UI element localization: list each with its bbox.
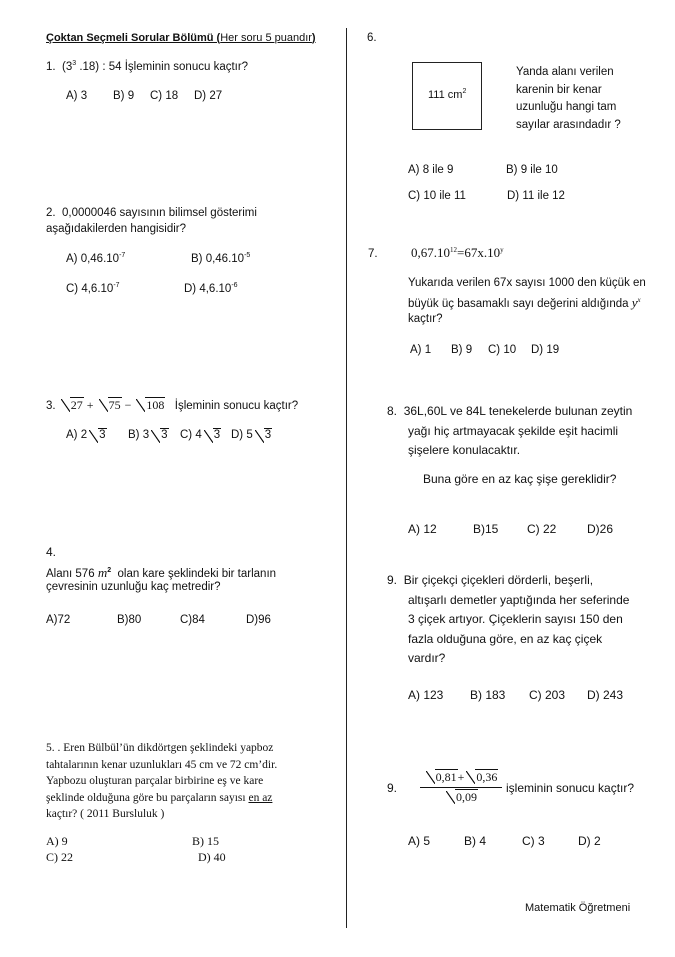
option-d[interactable]: D) 2 <box>578 834 601 848</box>
option-c[interactable]: C)84 <box>180 614 205 626</box>
option-d[interactable]: D) 27 <box>194 90 223 102</box>
area-exp: 2 <box>462 88 467 95</box>
option-a[interactable]: A) 3 <box>66 90 88 102</box>
question-number: 4. <box>46 545 57 559</box>
option-c[interactable]: C) 10 <box>488 344 517 356</box>
option-b[interactable]: B) 9 ile 10 <box>506 164 558 176</box>
q3-expression <box>59 398 169 412</box>
option-d[interactable] <box>184 283 238 295</box>
unit-m: m <box>97 565 108 580</box>
option-a-text: A) 0,46.10 <box>66 253 120 265</box>
question-6 <box>516 64 621 134</box>
question-9a-line <box>387 571 629 591</box>
area-text: 111 cm <box>428 89 463 101</box>
radicand: 0,36 <box>476 770 498 784</box>
question-text: vardır? <box>408 651 446 665</box>
question-text: olan kare şeklindeki bir tarlanın <box>117 568 277 580</box>
option-b[interactable]: B)15 <box>473 522 499 536</box>
question-number: 8. <box>387 404 398 418</box>
q1-expr-rest: .18) : 54 <box>76 61 122 73</box>
option-d-exp: -6 <box>231 282 238 289</box>
question-text: Yukarıda verilen 67x sayısı 1000 den küçük en <box>408 277 646 289</box>
option-c[interactable]: C) 10 ile 11 <box>408 190 466 202</box>
square-area-label <box>428 89 466 101</box>
question-text: Yanda alanı verilen <box>516 66 614 78</box>
section-title-close: ) <box>311 32 316 44</box>
question-text: Buna göre en az kaç şişe gereklidir? <box>423 472 617 486</box>
option-b[interactable]: B)80 <box>117 614 142 626</box>
option-a[interactable]: A) 12 <box>408 522 437 536</box>
points-note: Her soru 5 puandır <box>220 32 312 44</box>
option-b-text: B) 3 <box>128 429 150 441</box>
question-text: çevresinin uzunluğu kaç metredir? <box>46 581 221 593</box>
question-5-line <box>46 740 277 757</box>
option-a[interactable] <box>66 429 107 441</box>
option-d[interactable]: D) 243 <box>587 688 624 702</box>
question-text: fazla olduğuna göre, en az kaç çiçek <box>408 631 603 646</box>
option-d-text: D) 5 <box>231 429 253 441</box>
question-1 <box>46 61 248 73</box>
option-a-exp: -7 <box>119 252 126 259</box>
option-c[interactable]: C) 22 <box>527 522 557 536</box>
question-number: 9. <box>387 781 398 795</box>
emphasis-en-az: en az <box>248 791 273 804</box>
option-b-text: B) 0,46.10 <box>191 253 245 265</box>
radicand: 75 <box>108 398 121 412</box>
question-text: Bir çiçekçi çiçekleri dörderli, beşerli, <box>403 573 594 587</box>
question-9a <box>387 571 629 669</box>
radicand: 27 <box>70 398 83 412</box>
option-c[interactable] <box>66 283 120 295</box>
option-c[interactable]: C) 3 <box>522 834 545 848</box>
question-text: işleminin sonucu kaçtır? <box>506 781 635 795</box>
radicand: 3 <box>161 429 168 441</box>
question-3 <box>46 398 298 413</box>
option-d[interactable]: D)26 <box>587 522 614 536</box>
radical-sign <box>446 790 478 805</box>
option-c-text: C) 4 <box>180 429 202 441</box>
radical-sign <box>89 429 106 441</box>
question-number: 1. <box>46 61 56 73</box>
radical-sign <box>466 770 498 785</box>
minus-sign: − <box>124 398 132 412</box>
option-d[interactable] <box>231 429 272 441</box>
equation-right: =67x.10 <box>457 245 501 260</box>
equation-left-exp: 12 <box>450 246 457 254</box>
question-text: 0,0000046 sayısının bilimsel gösterimi <box>61 207 257 219</box>
option-b[interactable]: B) 9 <box>113 90 135 102</box>
option-b[interactable]: B) 183 <box>470 688 506 702</box>
option-b[interactable] <box>128 429 169 441</box>
fraction-denominator <box>420 788 502 805</box>
fraction-expression <box>420 770 502 805</box>
radicand: 0,09 <box>456 790 477 804</box>
option-d[interactable]: D) 11 ile 12 <box>507 190 565 202</box>
equation-right-exp: y <box>500 246 504 254</box>
question-7 <box>408 295 641 311</box>
radical-sign <box>61 398 84 413</box>
option-c[interactable] <box>180 429 221 441</box>
question-text: Yapbozu oluşturan parçalar birbirine eş ve kare <box>46 775 264 787</box>
question-text: sayılar arasındadır ? <box>516 118 621 131</box>
radicand: 108 <box>146 398 165 412</box>
radical-sign <box>136 398 165 413</box>
question-text: yağı hiç artmayacak şekilde eşit hacimli <box>408 423 619 438</box>
option-b[interactable] <box>191 253 250 265</box>
question-text: şeklinde olduğuna göre bu parçaların sayısı <box>46 791 246 804</box>
question-2 <box>46 207 257 219</box>
radicand: 3 <box>99 429 106 441</box>
option-b[interactable]: B) 15 <box>192 834 219 848</box>
question-8-line <box>387 402 632 422</box>
question-text: 3 çiçek artıyor. Çiçeklerin sayısı 150 den <box>408 612 623 626</box>
radical-sign <box>426 770 458 785</box>
question-number: 6. <box>367 32 377 44</box>
plus-sign: + <box>457 770 465 784</box>
question-number: 3. <box>46 400 56 412</box>
question-text: Eren Bülbül’ün dikdörtgen şeklindeki yapboz <box>63 742 274 754</box>
option-a[interactable] <box>66 253 125 265</box>
radicand: 3 <box>264 429 272 441</box>
question-text: uzunluğu hangi tam <box>516 101 617 113</box>
question-text: Alanı 576 <box>46 568 95 580</box>
option-d-text: D) 4,6.10 <box>184 283 232 295</box>
radical-sign <box>151 429 168 441</box>
option-c[interactable]: C) 18 <box>150 90 179 102</box>
variable-x-exp: x <box>637 296 641 304</box>
option-d[interactable]: D) 19 <box>531 344 560 356</box>
fraction-numerator <box>420 770 502 788</box>
q1-exp: 3 <box>72 60 77 67</box>
question-number: 5. . <box>46 742 61 754</box>
option-b[interactable]: B) 9 <box>451 344 473 356</box>
option-d[interactable]: D)96 <box>246 614 271 626</box>
question-text: İşleminin sonucu kaçtır? <box>124 61 249 73</box>
unit-exp: 2 <box>107 567 112 574</box>
option-b[interactable]: B) 4 <box>464 834 487 848</box>
question-4 <box>46 565 276 581</box>
question-text: İşleminin sonucu kaçtır? <box>174 400 299 412</box>
section-title <box>46 32 316 44</box>
q1-expr-open: (3 <box>61 61 73 73</box>
plus-sign: + <box>86 398 94 412</box>
question-text: altışarlı demetler yaptığında her seferinde <box>408 592 630 607</box>
equation-left: 0,67.10 <box>411 245 450 260</box>
option-a[interactable]: A)72 <box>46 614 71 626</box>
question-text: kaçtır? <box>408 313 443 325</box>
column-divider <box>346 28 347 928</box>
option-c-exp: -7 <box>113 282 120 289</box>
question-number: 7. <box>368 248 378 260</box>
teacher-signature: Matematik Öğretmeni <box>525 902 631 914</box>
option-b-exp: -5 <box>244 252 251 259</box>
question-5 <box>46 740 277 823</box>
question-8 <box>387 402 632 461</box>
option-c[interactable]: C) 22 <box>46 850 73 864</box>
question-text: kaçtır? ( 2011 Bursluluk ) <box>46 808 165 820</box>
question-number: 2. <box>46 207 56 219</box>
option-a[interactable]: A) 9 <box>46 834 68 848</box>
radical-sign <box>204 429 221 441</box>
question-text: karenin bir kenar <box>516 83 602 96</box>
section-title-text: Çoktan Seçmeli Sorular Bölümü ( <box>46 32 221 44</box>
option-c[interactable]: C) 203 <box>529 688 566 702</box>
option-a[interactable]: A) 123 <box>408 688 444 702</box>
option-c-text: C) 4,6.10 <box>66 283 114 295</box>
radical-sign <box>255 429 272 441</box>
radicand: 0,81 <box>435 770 457 784</box>
option-a-text: A) 2 <box>66 429 88 441</box>
question-text: büyük üç basamaklı sayı değerini aldığında <box>408 298 629 310</box>
option-d[interactable]: D) 40 <box>198 850 226 864</box>
question-text: aşağıdakilerden hangisidir? <box>46 223 187 235</box>
q7-equation <box>411 245 504 261</box>
radicand: 3 <box>213 429 221 441</box>
question-number: 9. <box>387 573 398 587</box>
option-a[interactable]: A) 8 ile 9 <box>408 164 454 176</box>
question-text: 36L,60L ve 84L tenekelerde bulunan zeytin <box>403 404 633 418</box>
question-text: şişelere konulacaktır. <box>408 443 521 457</box>
radical-sign <box>99 398 122 413</box>
variable-y: y <box>631 295 638 310</box>
question-5-line <box>46 790 277 807</box>
option-a[interactable]: A) 5 <box>408 834 431 848</box>
question-text: tahtalarının kenar uzunlukları 45 cm ve 72 cm’dir. <box>46 758 278 771</box>
option-a[interactable]: A) 1 <box>410 344 432 356</box>
